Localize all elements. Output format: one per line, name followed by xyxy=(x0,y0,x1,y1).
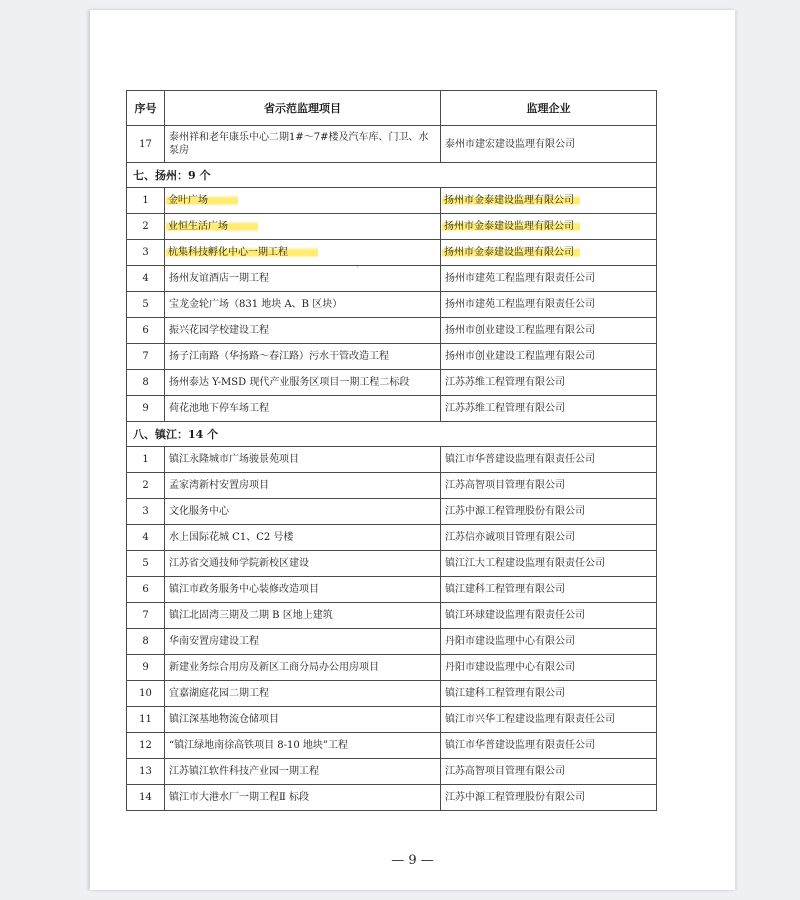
document-page xyxy=(90,10,735,890)
table-row xyxy=(127,681,657,707)
row-project: 江苏镇江软件科技产业园一期工程 xyxy=(165,759,441,785)
row-company: 泰州市建宏建设监理有限公司 xyxy=(441,126,657,163)
row-company: 镇江环球建设监理有限责任公司 xyxy=(441,603,657,629)
row-project: 镇江市大港水厂一期工程Ⅱ 标段 xyxy=(165,785,441,811)
header-no: 序号 xyxy=(127,91,165,126)
table-row xyxy=(127,344,657,370)
row-no: 2 xyxy=(127,473,165,499)
table-row xyxy=(127,707,657,733)
row-project: 镇江市政务服务中心装修改造项目 xyxy=(165,577,441,603)
section-title: 八、镇江：14 个 xyxy=(127,422,657,447)
row-company: 镇江市兴华工程建设监理有限责任公司 xyxy=(441,707,657,733)
row-company-cell xyxy=(441,240,657,266)
table-row xyxy=(127,733,657,759)
row-no: 14 xyxy=(127,785,165,811)
row-project-cell xyxy=(165,214,441,240)
row-project: 水上国际花城 C1、C2 号楼 xyxy=(165,525,441,551)
row-no: 6 xyxy=(127,577,165,603)
row-project-cell xyxy=(165,240,441,266)
row-company: 镇江建科工程管理有限公司 xyxy=(441,577,657,603)
row-project: 振兴花园学校建设工程 xyxy=(165,318,441,344)
row-company: 江苏高智项目管理有限公司 xyxy=(441,759,657,785)
row-no: 7 xyxy=(127,344,165,370)
table-row xyxy=(127,785,657,811)
row-project-cell xyxy=(165,188,441,214)
table-row xyxy=(127,551,657,577)
row-project: 宝龙金轮广场（831 地块 A、B 区块） xyxy=(165,292,441,318)
row-no: 4 xyxy=(127,525,165,551)
row-project: 镇江深基地物流仓储项目 xyxy=(165,707,441,733)
row-project: 镇江永隆城市广场骏景苑项目 xyxy=(165,447,441,473)
row-company: 江苏中源工程管理股份有限公司 xyxy=(441,785,657,811)
row-no: 8 xyxy=(127,629,165,655)
table-row xyxy=(127,759,657,785)
row-no: 2 xyxy=(127,214,165,240)
row-project: 业恒生活广场 xyxy=(166,221,258,232)
row-no: 3 xyxy=(127,499,165,525)
table-row xyxy=(127,214,657,240)
row-company: 扬州市建苑工程监理有限责任公司 xyxy=(441,292,657,318)
row-no: 1 xyxy=(127,447,165,473)
table-row xyxy=(127,447,657,473)
row-company: 扬州市创业建设工程监理有限公司 xyxy=(441,344,657,370)
row-project: 扬州友谊酒店一期工程 xyxy=(165,266,441,292)
row-no: 11 xyxy=(127,707,165,733)
row-company: 江苏苏维工程管理有限公司 xyxy=(441,370,657,396)
row-company: 镇江市华普建设监理有限责任公司 xyxy=(441,447,657,473)
row-company: 丹阳市建设监理中心有限公司 xyxy=(441,629,657,655)
row-project: 金叶广场 xyxy=(166,195,238,206)
row-project: 孟家湾新村安置房项目 xyxy=(165,473,441,499)
row-company: 镇江建科工程管理有限公司 xyxy=(441,681,657,707)
row-no: 1 xyxy=(127,188,165,214)
table-header-row xyxy=(127,91,657,126)
row-company: 江苏中源工程管理股份有限公司 xyxy=(441,499,657,525)
row-company: 扬州市建苑工程监理有限责任公司 xyxy=(441,266,657,292)
table-row xyxy=(127,292,657,318)
row-no: 9 xyxy=(127,396,165,422)
row-project: 文化服务中心 xyxy=(165,499,441,525)
table-row xyxy=(127,629,657,655)
row-company: 镇江江大工程建设监理有限责任公司 xyxy=(441,551,657,577)
row-no: 17 xyxy=(127,126,165,163)
row-company: 江苏信亦诚项目管理有限公司 xyxy=(441,525,657,551)
section-header-zhenjiang xyxy=(127,422,657,447)
table-row xyxy=(127,655,657,681)
row-project: 江苏省交通技师学院新校区建设 xyxy=(165,551,441,577)
page-number: — 9 — xyxy=(391,853,434,868)
row-no: 10 xyxy=(127,681,165,707)
row-no: 8 xyxy=(127,370,165,396)
row-project: 新建业务综合用房及新区工商分局办公用房项目 xyxy=(165,655,441,681)
row-no: 4 xyxy=(127,266,165,292)
table-row xyxy=(127,577,657,603)
row-project: 杭集科技孵化中心一期工程 xyxy=(166,247,318,258)
row-no: 3 xyxy=(127,240,165,266)
row-company: 扬州市金泰建设监理有限公司 xyxy=(442,195,580,206)
table-row xyxy=(127,240,657,266)
table-row xyxy=(127,126,657,163)
supervision-projects-table xyxy=(126,90,657,811)
table-row xyxy=(127,603,657,629)
row-company: 扬州市金泰建设监理有限公司 xyxy=(442,247,580,258)
header-company: 监理企业 xyxy=(441,91,657,126)
row-company: 丹阳市建设监理中心有限公司 xyxy=(441,655,657,681)
row-company-cell xyxy=(441,188,657,214)
row-project: 扬州泰达 Y-MSD 现代产业服务区项目一期工程二标段 xyxy=(165,370,441,396)
table-row xyxy=(127,318,657,344)
table-row xyxy=(127,188,657,214)
row-no: 12 xyxy=(127,733,165,759)
row-project: “镇江绿地南徐高铁项目 8-10 地块”工程 xyxy=(165,733,441,759)
row-company: 扬州市创业建设工程监理有限公司 xyxy=(441,318,657,344)
section-title: 七、扬州：9 个 xyxy=(127,163,657,188)
table-row xyxy=(127,525,657,551)
row-no: 5 xyxy=(127,551,165,577)
table-row xyxy=(127,370,657,396)
row-project: 镇江北固湾三期及二期 B 区地上建筑 xyxy=(165,603,441,629)
table-row xyxy=(127,396,657,422)
scan-speck: · xyxy=(356,263,359,272)
table-row xyxy=(127,499,657,525)
row-company: 江苏高智项目管理有限公司 xyxy=(441,473,657,499)
row-no: 6 xyxy=(127,318,165,344)
table-row xyxy=(127,473,657,499)
row-project: 宜嘉湖庭花园二期工程 xyxy=(165,681,441,707)
row-project: 扬子江南路（华扬路～春江路）污水干管改造工程 xyxy=(165,344,441,370)
row-company: 江苏苏维工程管理有限公司 xyxy=(441,396,657,422)
row-company: 镇江市华普建设监理有限责任公司 xyxy=(441,733,657,759)
row-company-cell xyxy=(441,214,657,240)
header-project: 省示范监理项目 xyxy=(165,91,441,126)
section-header-yangzhou xyxy=(127,163,657,188)
row-project: 泰州祥和老年康乐中心二期1#～7#楼及汽车库、门卫、水泵房 xyxy=(165,126,441,163)
table-row xyxy=(127,266,657,292)
row-no: 5 xyxy=(127,292,165,318)
row-company: 扬州市金泰建设监理有限公司 xyxy=(442,221,580,232)
row-no: 9 xyxy=(127,655,165,681)
row-no: 7 xyxy=(127,603,165,629)
row-no: 13 xyxy=(127,759,165,785)
row-project: 荷花池地下停车场工程 xyxy=(165,396,441,422)
row-project: 华南安置房建设工程 xyxy=(165,629,441,655)
